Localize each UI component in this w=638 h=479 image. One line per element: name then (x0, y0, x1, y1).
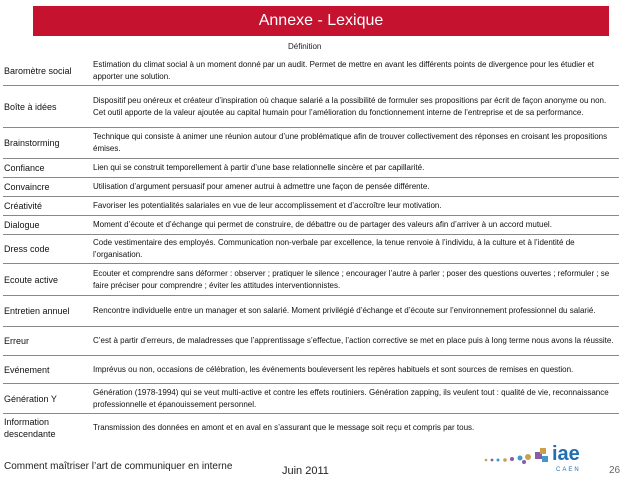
definition-cell: Utilisation d’argument persuasif pour amener autrui à admettre une façon de pensée différente. (93, 182, 430, 191)
term-cell: Confiance (4, 163, 45, 173)
iae-caen-logo (480, 440, 604, 476)
table-row (3, 327, 619, 356)
definition-cell: Lien qui se construit temporellement à partir d’une base relationnelle sincère et par capillarité. (93, 163, 425, 172)
term-cell: Ecoute active (4, 274, 59, 285)
slide-title-bar (33, 6, 609, 36)
table-row (3, 264, 619, 296)
definition-cell: Moment d’écoute et d’échange qui permet de construire, de débattre ou de partager des valeurs afin d’arriver à un accord mutuel. (93, 220, 552, 229)
lexicon-table (3, 56, 619, 441)
definition-cell: Code vestimentaire des employés. Communication non-verbale par excellence, la tenue renvoie à l’individu, à la culture et à l’identité de l’organisation. (93, 238, 575, 259)
table-row (3, 414, 619, 441)
definition-cell: Ecouter et comprendre sans déformer : observer ; pratiquer le silence ; encourager l’autre à parler ; poser des questions ouvertes ; reformuler ; se faire préciser pour comprendre ; éviter les attitudes interventionnistes. (93, 268, 610, 290)
column-heading-definition: Définition (288, 42, 322, 51)
table-row (3, 56, 619, 86)
table-row (3, 216, 619, 235)
term-cell: Information descendante (4, 416, 56, 439)
definition-cell: Estimation du climat social à un moment donné par un audit. Permet de mettre en avant les différents points de divergence pour les étudier et apporter une solution. (93, 59, 595, 81)
page-number: 26 (609, 465, 621, 476)
definition-cell: Génération (1978-1994) qui se veut multi-active et contre les effets routiniers. Génération zapping, ils veulent tout : qualité de vie, reconnaissance professionnelle et épanouissement personnel. (93, 387, 609, 409)
term-cell: Dress code (4, 244, 50, 254)
table-row (3, 178, 619, 197)
term-cell: Evénement (4, 364, 50, 375)
term-cell: Baromètre social (4, 65, 72, 76)
logo-dots-decoration (485, 448, 548, 464)
term-cell: Convaincre (4, 182, 50, 192)
table-row (3, 356, 619, 384)
table-row (3, 384, 619, 414)
definition-cell: Transmission des données en amont et en aval en s’assurant que le message soit reçu et compris par tous. (93, 422, 475, 432)
table-row (3, 86, 619, 128)
logo-text: iae (552, 443, 580, 465)
term-cell: Erreur (4, 336, 30, 346)
definition-cell: Favoriser les potentialités salariales en vue de leur accomplissement et d’accroître leur motivation. (93, 201, 442, 210)
definition-cell: Technique qui consiste à animer une réunion autour d’une problématique afin de trouver collectivement des réponses en croisant les propositions émises. (93, 132, 608, 153)
table-row (3, 128, 619, 159)
table-row (3, 197, 619, 216)
definition-cell: Dispositif peu onéreux et créateur d’inspiration où chaque salarié a la possibilité de formuler ses propositions par écrit de façon anonyme ou non. Cet outil apporte de la valeur ajoutée au capital humain pour l’amélioration du fonctionnement interne de l’entreprise et de sa performance. (93, 95, 607, 117)
term-cell: Dialogue (4, 220, 40, 230)
definition-cell: C’est à partir d’erreurs, de maladresses que l’apprentissage s’effectue, l’action corrective se met en place puis à long terme nous avons la réussite. (93, 336, 614, 345)
table-row (3, 296, 619, 327)
term-cell: Brainstorming (4, 138, 60, 148)
logo-subtext: CAEN (556, 467, 581, 473)
term-cell: Entretien annuel (4, 306, 70, 316)
definition-cell: Rencontre individuelle entre un manager et son salarié. Moment privilégié d’échange et d’écoute sur l’environnement professionnel du salarié. (93, 306, 596, 315)
table-row (3, 159, 619, 178)
footer-presentation-title: Comment maîtriser l’art de communiquer en interne (4, 461, 233, 472)
footer-date: Juin 2011 (282, 465, 329, 477)
slide-title: Annexe - Lexique (258, 12, 384, 29)
table-row (3, 235, 619, 264)
term-cell: Créativité (4, 201, 43, 211)
term-cell: Génération Y (4, 393, 57, 404)
term-cell: Boîte à idées (4, 101, 57, 112)
definition-cell: Imprévus ou non, occasions de célébration, les événements bouleversent les repères habituels et sont sources de remises en question. (93, 364, 574, 374)
